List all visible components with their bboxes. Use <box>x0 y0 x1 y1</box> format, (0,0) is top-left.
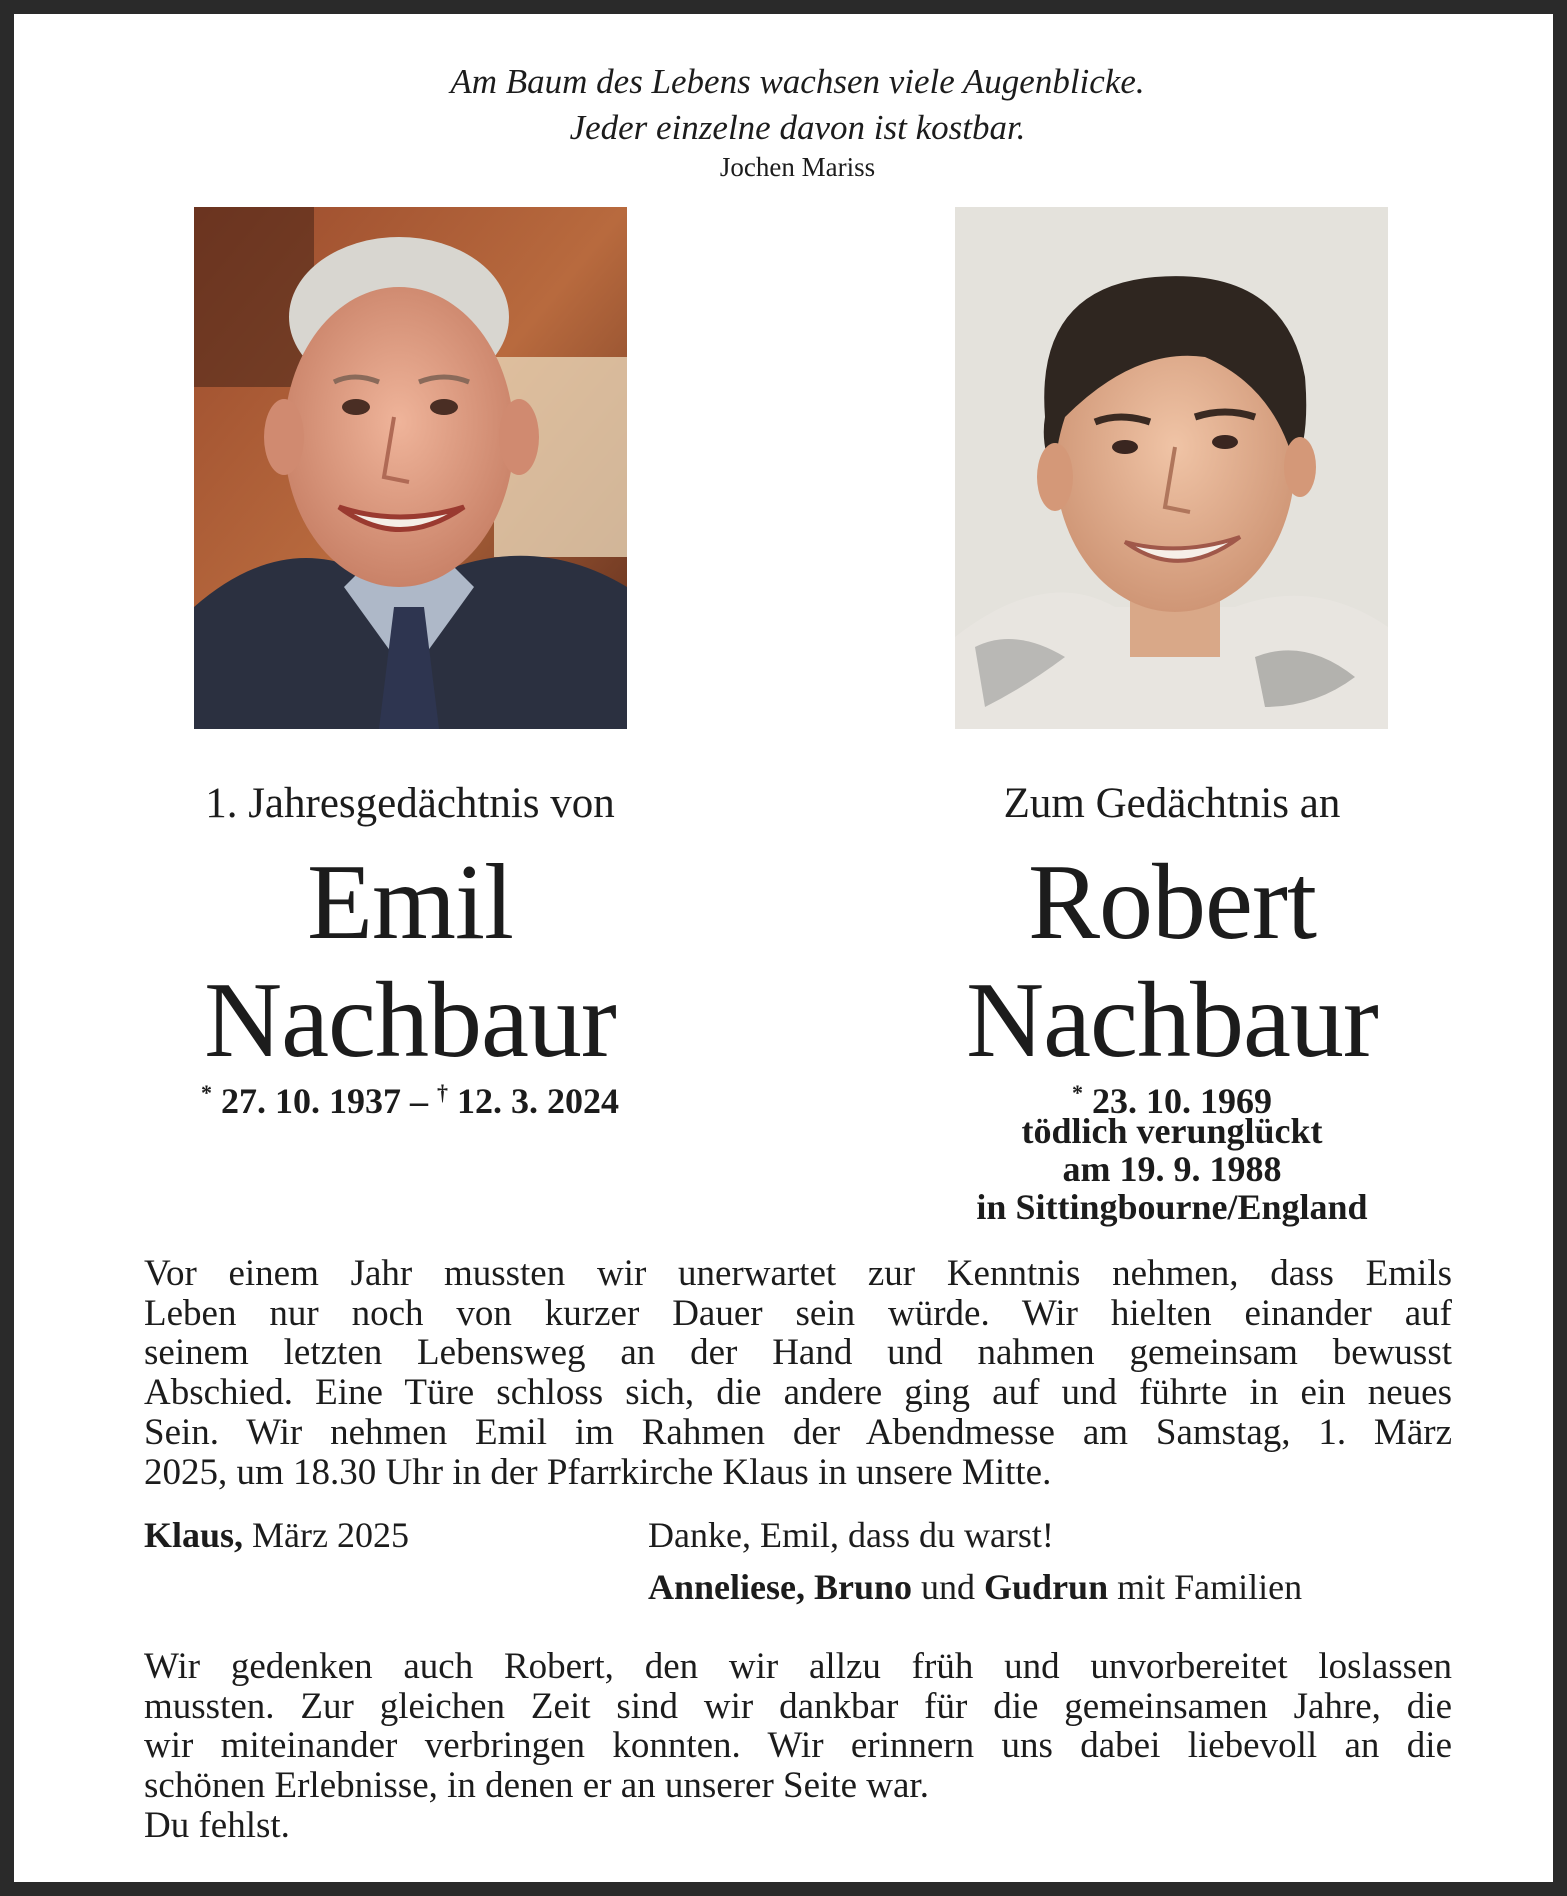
paragraph-line: Leben nur noch von kurzer Dauer sein würde. Wir hielten einander auf <box>144 1292 1452 1334</box>
birth-symbol: * <box>201 1080 212 1105</box>
paragraph-line: Du fehlst. <box>144 1804 290 1846</box>
right-first-name: Robert <box>1028 843 1316 962</box>
remembrance-paragraph <box>144 1647 1452 1846</box>
right-accident-line: tödlich verunglückt <box>1021 1111 1323 1151</box>
left-birth-date: 27. 10. 1937 <box>221 1081 401 1121</box>
right-birth-date: 23. 10. 1969 <box>1092 1081 1272 1121</box>
signatory-names: Anneliese, Bruno <box>648 1567 913 1607</box>
birth-symbol: * <box>1072 1080 1083 1105</box>
date-separator: – <box>410 1081 428 1121</box>
right-accident-place: in Sittingbourne/England <box>976 1187 1368 1227</box>
right-accident-date: am 19. 9. 1988 <box>1062 1149 1282 1189</box>
date: März 2025 <box>252 1515 410 1555</box>
quote-line-1: Am Baum des Lebens wachsen viele Augenblicke. <box>450 62 1145 101</box>
signatories <box>648 1566 1302 1608</box>
paragraph-line: 2025, um 18.30 Uhr in der Pfarrkirche Klaus in unsere Mitte. <box>144 1451 1052 1493</box>
paragraph-line: wir miteinander verbringen konnten. Wir erinnern uns dabei liebevoll an die <box>144 1725 1452 1767</box>
death-symbol: † <box>437 1080 448 1105</box>
portrait-robert-photo <box>955 207 1388 729</box>
left-death-date: 12. 3. 2024 <box>457 1081 619 1121</box>
left-last-name: Nachbaur <box>204 961 616 1080</box>
announcement-paragraph <box>144 1254 1452 1492</box>
thanks-line: Danke, Emil, dass du warst! <box>648 1515 1054 1555</box>
right-last-name: Nachbaur <box>966 961 1378 1080</box>
left-intro: 1. Jahresgedächtnis von <box>205 780 615 827</box>
paragraph-line: Wir gedenken auch Robert, den wir allzu früh und unvorbereitet loslassen <box>144 1646 1452 1687</box>
paragraph-line: Abschied. Eine Türe schloss sich, die andere ging auf und führte in ein neues <box>144 1372 1452 1414</box>
right-intro: Zum Gedächtnis an <box>1003 780 1341 827</box>
portrait-emil-photo <box>194 207 627 729</box>
place: Klaus, <box>144 1515 244 1555</box>
place-date <box>144 1514 409 1556</box>
left-life-dates <box>140 1074 680 1120</box>
families: mit Familien <box>1117 1567 1303 1607</box>
conjunction: und <box>921 1567 976 1607</box>
paragraph-line: mussten. Zur gleichen Zeit sind wir dankbar für die gemeinsamen Jahre, die <box>144 1685 1452 1727</box>
quote-line-2: Jeder einzelne davon ist kostbar. <box>569 108 1026 147</box>
paragraph-line: Sein. Wir nehmen Emil im Rahmen der Abendmesse am Samstag, 1. März <box>144 1411 1452 1453</box>
quote-author: Jochen Mariss <box>719 152 876 182</box>
paragraph-line: seinem letzten Lebensweg an der Hand und nahmen gemeinsam bewusst <box>144 1332 1452 1374</box>
signatory-name: Gudrun <box>984 1567 1109 1607</box>
paragraph-line: schönen Erlebnisse, in denen er an unserer Seite war. <box>144 1765 929 1807</box>
paragraph-line: Vor einem Jahr mussten wir unerwartet zur Kenntnis nehmen, dass Emils <box>144 1253 1452 1294</box>
left-first-name: Emil <box>307 843 513 962</box>
